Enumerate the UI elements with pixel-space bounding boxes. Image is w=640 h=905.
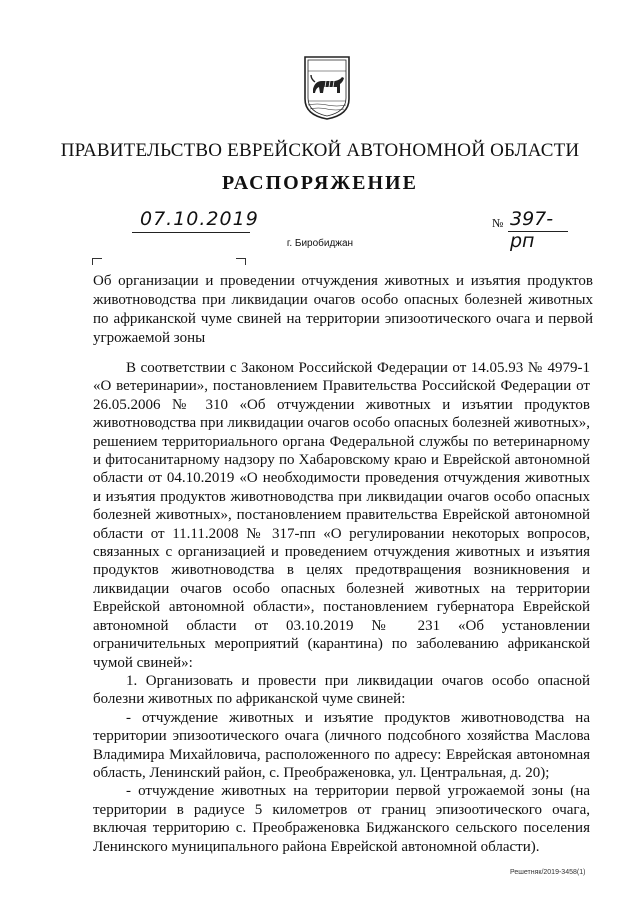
document-number (492, 208, 568, 252)
registration-footer: Решетняк/2019-3458(1) (510, 869, 586, 876)
document-date-value: 07.10.2019 (140, 208, 259, 230)
paragraph-subitem-1: - отчуждение животных и изъятие продуктов животноводства на территории эпизоотического очага (личного подсобного хозяйства Маслова Владимира Михайловича, расположенного по адресу: Еврейская автономная область, Ленинский район, с. Преображеновка, ул. Центральная, д. 20); (93, 709, 590, 781)
number-prefix: № (492, 216, 504, 230)
title-corner-left (92, 258, 102, 265)
document-body (93, 359, 590, 856)
paragraph-preamble: В соответствии с Законом Российской Федерации от 14.05.93 № 4979-1 «О ветеринарии», постановлением Правительства Российской Федерации от 26.05.2006 № 310 «Об отчуждении животных и изъятии продуктов животноводства при ликвидации очагов особо опасных болезней животных», решением территориального органа Федеральной службы по ветеринарному и фитосанитарному надзору по Хабаровскому краю и Еврейской автономной области от 04.10.2019 «О необходимости проведения отчуждения животных и изъятия продуктов животноводства при ликвидации очагов особо опасных болезней животных», постановлением правительства Еврейской автономной области от 11.11.2008 № 317-пп «О регулировании некоторых вопросов, связанных с организацией и проведением отчуждения животных и изъятия продуктов животноводства в целях предотвращения возникновения и ликвидации очагов особо опасных болезней животных на территории Еврейской автономной области», постановлением губернатора Еврейской автономной области от 03.10.2019 № 231 «Об установлении ограничительных мероприятий (карантина) по заболеванию африканской чумой свиней»: (93, 360, 590, 671)
number-underline (508, 231, 568, 232)
document-number-value: 397-рп (510, 208, 554, 252)
document-date (132, 208, 259, 233)
document-title: Об организации и проведении отчуждения животных и изъятия продуктов животноводства при ликвидации очагов особо опасных болезней животных по африканской чуме свиней на территории эпизоотического очага и первой угрожаемой зоны (93, 273, 593, 346)
government-name: ПРАВИТЕЛЬСТВО ЕВРЕЙСКОЙ АВТОНОМНОЙ ОБЛАСТИ (60, 140, 580, 161)
document-type: РАСПОРЯЖЕНИЕ (222, 172, 418, 194)
title-corner-right (236, 258, 246, 265)
coat-of-arms-icon (302, 55, 352, 121)
paragraph-item-1: 1. Организовать и провести при ликвидации очагов особо опасной болезни животных по африканской чуме свиней: (93, 672, 590, 708)
paragraph-subitem-2: - отчуждение животных на территории первой угрожаемой зоны (на территории в радиусе 5 километров от границ эпизоотического очага, включая территорию с. Преображеновка Биджанского сельского поселения Ленинского муниципального района Еврейской автономной области). (93, 783, 590, 855)
city-name: г. Биробиджан (286, 238, 354, 249)
